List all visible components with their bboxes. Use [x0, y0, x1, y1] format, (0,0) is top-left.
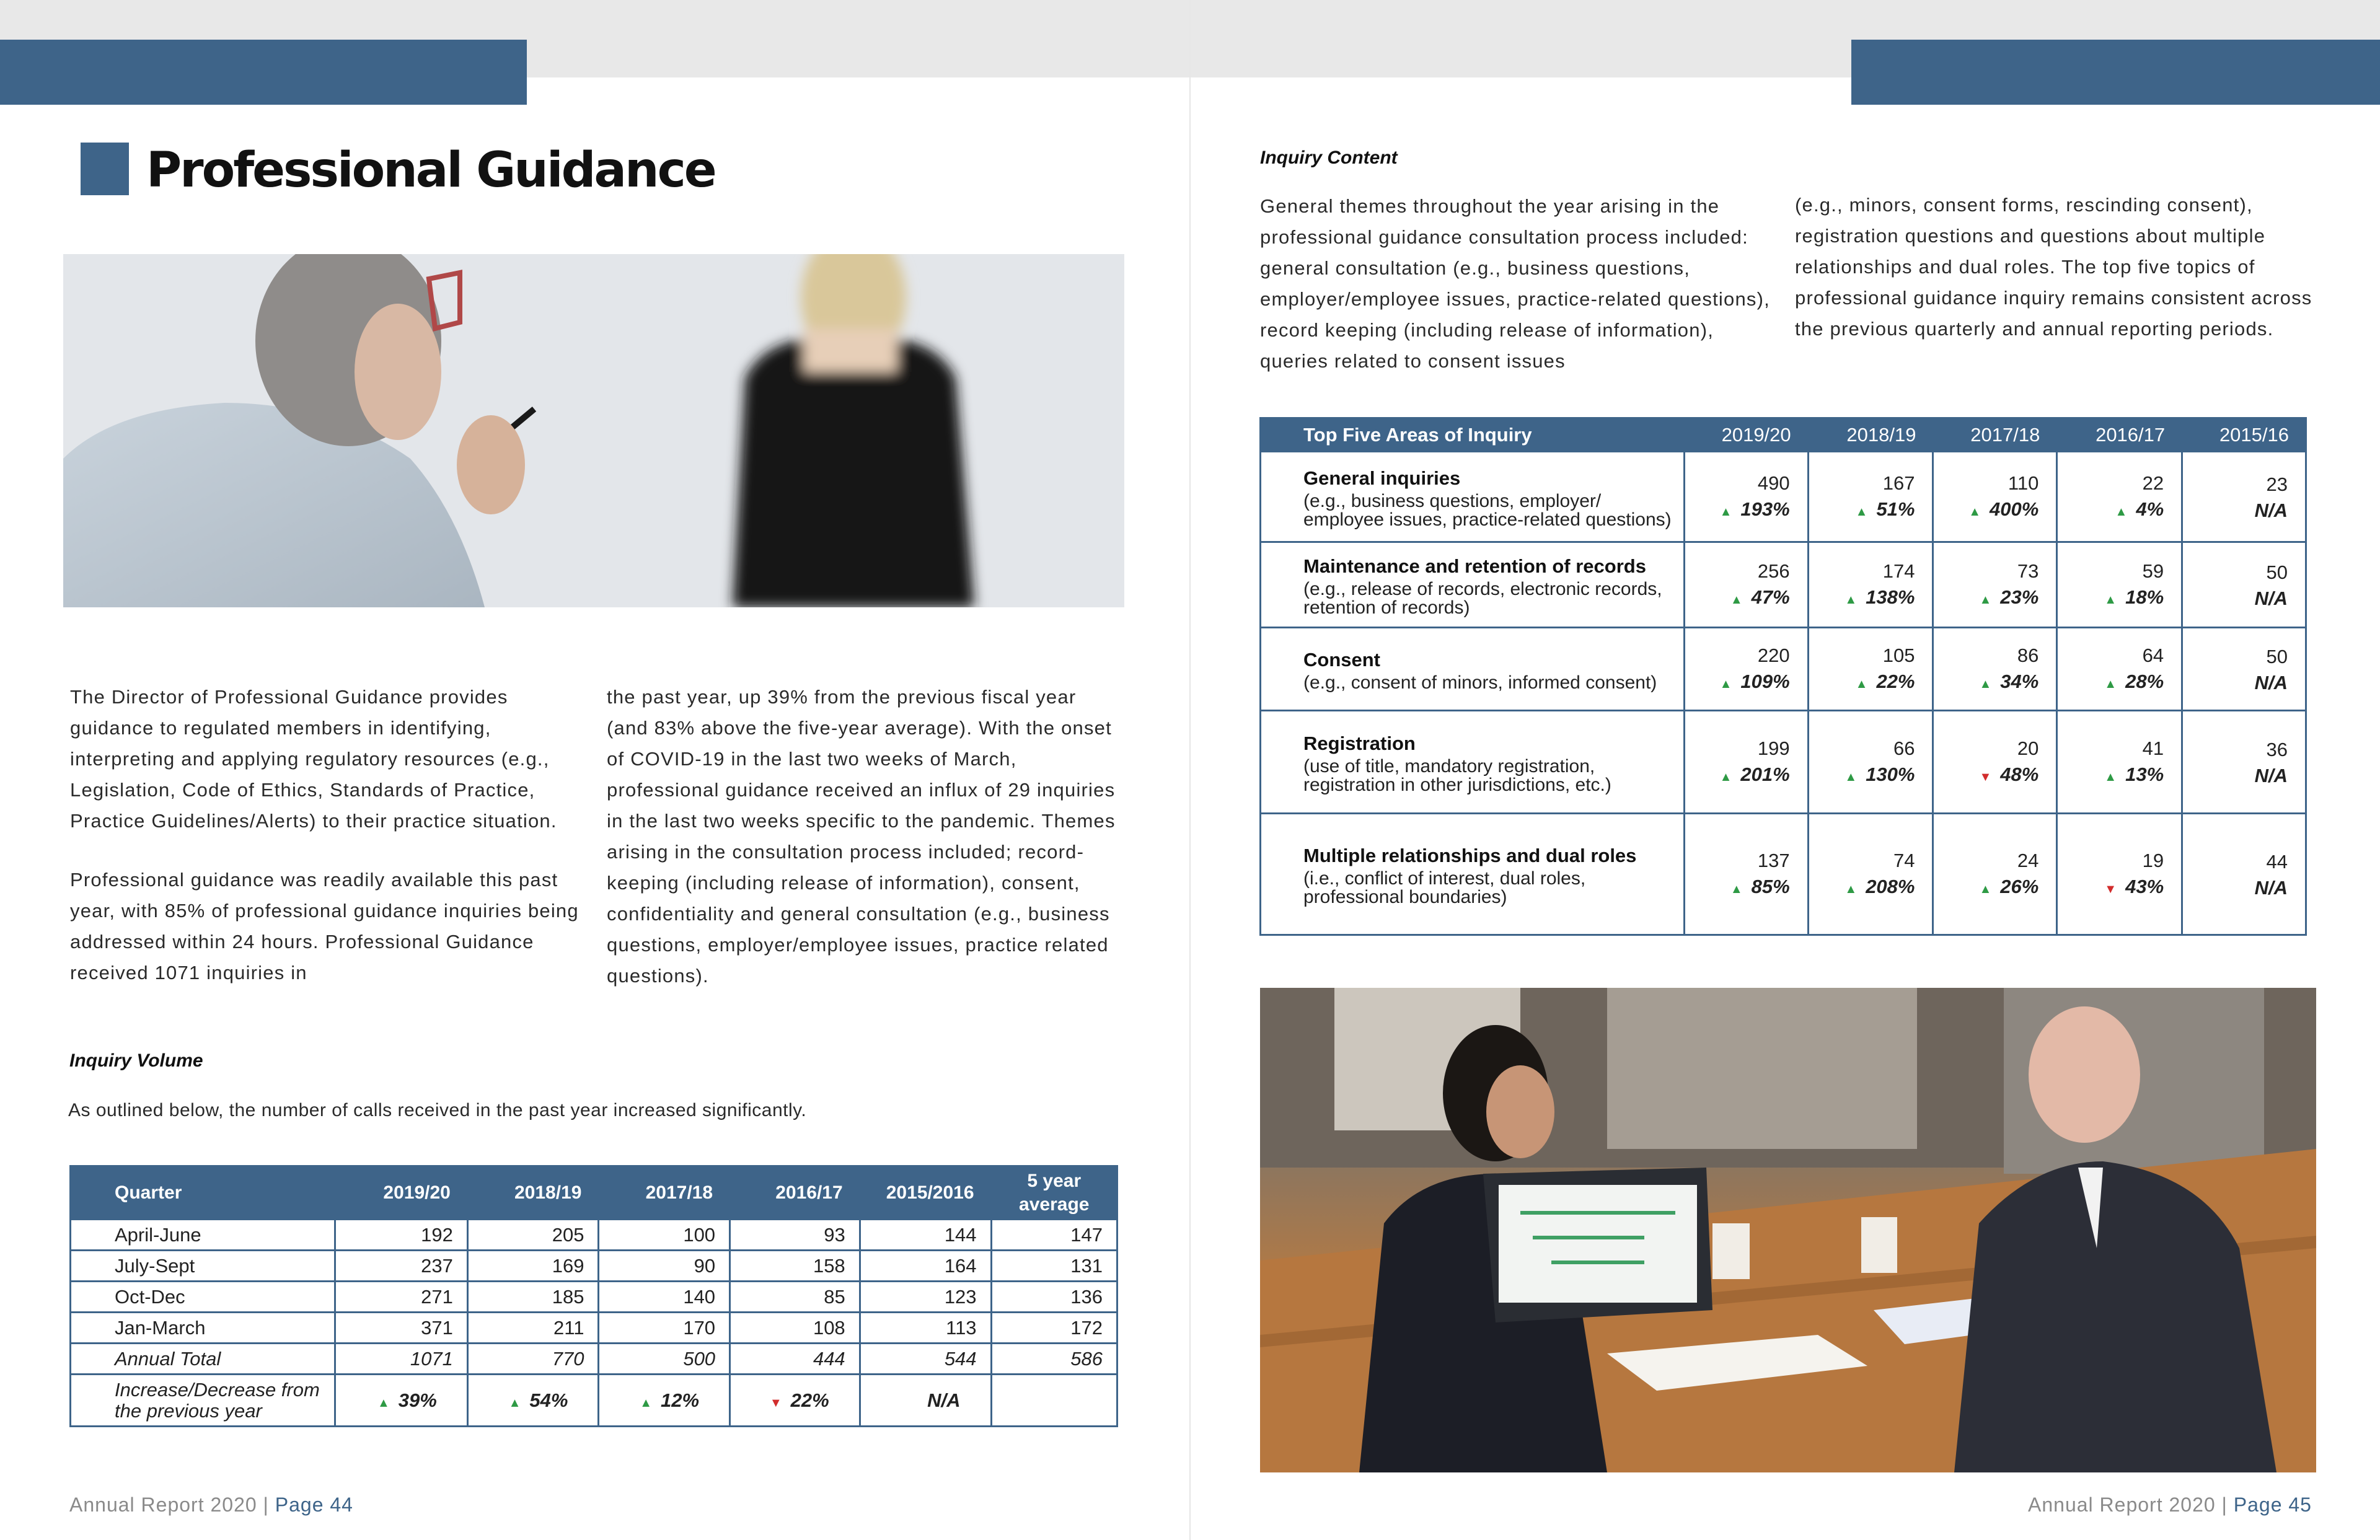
inquiry-count-cell: [1933, 814, 2057, 935]
content-paragraph-2: (e.g., minors, consent forms, rescinding consent), registration questions and questions about multiple relationships and dual roles. The top five topics of professional guidance inquiry remains consistent across the previous quarterly and annual reporting periods.: [1795, 194, 2312, 340]
table-cell: 147: [991, 1220, 1117, 1251]
table-cell: 108: [730, 1313, 860, 1344]
table-cell: 85: [730, 1282, 860, 1313]
percent-value: 51%: [1876, 498, 1915, 520]
change-value: 39%: [398, 1389, 437, 1411]
percent-value: 13%: [2125, 763, 2164, 785]
inquiry-count-cell: [1808, 711, 1933, 814]
inquiry-category-name: Maintenance and retention of records: [1303, 555, 1646, 577]
trend-arrow-icon: ▲: [1844, 770, 1858, 784]
percent-value: 22%: [1876, 670, 1915, 692]
inquiry-count-cell: [2182, 542, 2306, 628]
change-value: 12%: [661, 1389, 700, 1411]
change-cell: [335, 1375, 468, 1427]
inquiry-volume-table: [69, 1165, 1118, 1427]
meeting-photo: [1260, 988, 2316, 1472]
inquiry-category-cell: [1261, 542, 1685, 628]
inquiry-category-cell: [1261, 814, 1685, 935]
trend-arrow-icon: ▼: [2104, 882, 2117, 896]
inquiry-count: 19: [2142, 849, 2164, 871]
table-cell: 131: [991, 1251, 1117, 1282]
top-table-header: [1261, 418, 2306, 452]
percent-value: 47%: [1751, 586, 1790, 608]
percent-change: [2075, 669, 2164, 697]
table-row: [1261, 452, 2306, 542]
percent-change: [1703, 585, 1790, 612]
percent-value: 109%: [1740, 670, 1790, 692]
inquiry-count: 44: [2266, 850, 2288, 873]
percent-value: 400%: [1990, 498, 2039, 520]
volume-table-header: [71, 1166, 1117, 1220]
table-row: [1261, 814, 2306, 935]
percent-value: 201%: [1740, 763, 1790, 785]
inquiry-count: 490: [1757, 472, 1790, 494]
inquiry-count-cell: [1808, 542, 1933, 628]
table-row: [1261, 542, 2306, 628]
inquiry-count: 86: [2017, 644, 2039, 666]
column-header: 2018/19: [467, 1166, 599, 1220]
percent-value: 18%: [2125, 586, 2164, 608]
table-row: [1261, 628, 2306, 711]
inquiry-count-cell: [1933, 711, 2057, 814]
footer-left: [69, 1494, 353, 1516]
change-cell: [860, 1375, 991, 1427]
inquiry-count-cell: [2182, 452, 2306, 542]
table-cell: Jan-March: [71, 1313, 335, 1344]
annual-total-row: [71, 1344, 1117, 1375]
inquiry-count-cell: [1684, 814, 1808, 935]
percent-change: [1827, 585, 1915, 612]
inquiry-count: 23: [2266, 473, 2288, 495]
percent-change: [2075, 585, 2164, 612]
trend-arrow-icon: ▲: [1719, 504, 1732, 519]
inquiry-category-name: Consent: [1303, 648, 1380, 671]
footer-report-label: Annual Report 2020 |: [69, 1494, 275, 1516]
table-cell: 136: [991, 1282, 1117, 1313]
inquiry-count: 73: [2017, 560, 2039, 582]
inquiry-count: 50: [2266, 561, 2288, 583]
counseling-photo-illustration: [63, 254, 1124, 607]
table-cell: 444: [730, 1344, 860, 1375]
trend-arrow-icon: ▼: [1979, 770, 1992, 784]
inquiry-count: 74: [1893, 849, 1915, 871]
inquiry-count-cell: [1933, 628, 2057, 711]
trend-arrow-icon: ▲: [1730, 882, 1743, 896]
page-gutter: [1189, 0, 1191, 1540]
change-cell: [599, 1375, 730, 1427]
trend-arrow-icon: ▲: [1844, 592, 1858, 607]
inquiry-count: 20: [2017, 737, 2039, 759]
inquiry-count-cell: [2182, 814, 2306, 935]
percent-value: 34%: [2000, 670, 2039, 692]
trend-arrow-icon: ▲: [508, 1396, 521, 1410]
inquiry-count: 167: [1882, 472, 1915, 494]
table-cell: 172: [991, 1313, 1117, 1344]
table-cell: 169: [467, 1251, 599, 1282]
table-cell: 185: [467, 1282, 599, 1313]
percent-change: [2200, 876, 2288, 900]
column-header: 2015/16: [2182, 418, 2306, 452]
inquiry-category-description: (i.e., conflict of interest, dual roles, professional boundaries): [1303, 868, 1586, 907]
column-header: 2018/19: [1808, 418, 1933, 452]
change-cell: [467, 1375, 599, 1427]
percent-change: [1703, 874, 1790, 902]
trend-arrow-icon: ▲: [2104, 677, 2117, 691]
percent-value: N/A: [2254, 499, 2288, 521]
percent-value: 208%: [1866, 875, 1915, 897]
inquiry-count-cell: [2182, 628, 2306, 711]
change-row-label: Increase/Decrease from the previous year: [71, 1375, 335, 1427]
inquiry-count-cell: [1933, 452, 2057, 542]
inquiry-category-description: (e.g., release of records, electronic records, retention of records): [1303, 578, 1662, 618]
table-cell: 170: [599, 1313, 730, 1344]
inquiry-count-cell: [1684, 628, 1808, 711]
percent-change: [1703, 762, 1790, 790]
inquiry-count-cell: [1808, 628, 1933, 711]
table-cell: 90: [599, 1251, 730, 1282]
table-cell: 271: [335, 1282, 468, 1313]
inquiry-category-cell: [1261, 452, 1685, 542]
percent-value: 138%: [1866, 586, 1915, 608]
column-header: 2017/18: [1933, 418, 2057, 452]
inquiry-count-cell: [2057, 628, 2182, 711]
change-cell: [730, 1375, 860, 1427]
percent-change: [2075, 762, 2164, 790]
inquiry-count-cell: [2057, 814, 2182, 935]
trend-arrow-icon: ▲: [1844, 882, 1858, 896]
table-cell: Oct-Dec: [71, 1282, 335, 1313]
trend-arrow-icon: ▲: [1979, 677, 1992, 691]
table-cell: 586: [991, 1344, 1117, 1375]
change-cell: [991, 1375, 1117, 1427]
content-column-1: [1260, 191, 1781, 405]
table-cell: 1071: [335, 1344, 468, 1375]
inquiry-count: 66: [1893, 737, 1915, 759]
table-cell: July-Sept: [71, 1251, 335, 1282]
trend-arrow-icon: ▲: [640, 1396, 653, 1410]
intro-column-1: [70, 682, 584, 1016]
meeting-photo-illustration: [1260, 988, 2316, 1472]
intro-paragraph-1: The Director of Professional Guidance provides guidance to regulated members in identifying, interpreting and applying regulatory resources (e.g., Legislation, Code of Ethics, Standards of Practice, Practice Guidelines/Alerts) to their practice situation.: [70, 686, 557, 832]
inquiry-category-description: (e.g., business questions, employer/ employee issues, practice-related questions): [1303, 490, 1672, 530]
percent-value: 4%: [2136, 498, 2164, 520]
percent-value: 48%: [2000, 763, 2039, 785]
intro-paragraph-3: the past year, up 39% from the previous fiscal year (and 83% above the five-year average). With the onset of COVID-19 in the last two weeks of March, professional guidance received an influx of 29 inquiries in the last two weeks specific to the pandemic. Themes arising in the consultation process included; record-keeping (including release of information), consent, confidentiality and general consultation (e.g., business questions, employer/employee issues, practice related questions).: [607, 686, 1116, 987]
inquiry-count: 59: [2142, 560, 2164, 582]
inquiry-count: 174: [1882, 560, 1915, 582]
percent-change: [1827, 669, 1915, 697]
content-paragraph-1: General themes throughout the year arising in the professional guidance consultation process included: general consultation (e.g., business questions, employer/employee issues, practice-related questions), record keeping (including release of information), queries related to consent issues: [1260, 195, 1770, 372]
percent-change: [1827, 874, 1915, 902]
percent-value: 193%: [1740, 498, 1790, 520]
table-row: [1261, 711, 2306, 814]
inquiry-count: 22: [2142, 472, 2164, 494]
column-header: 2017/18: [599, 1166, 730, 1220]
inquiry-category-name: Multiple relationships and dual roles: [1303, 844, 1637, 866]
header-bar-right: [1851, 40, 2380, 105]
table-row: [71, 1313, 1117, 1344]
column-header: Quarter: [71, 1166, 335, 1220]
percent-change: [1827, 762, 1915, 790]
content-column-2: [1795, 190, 2316, 372]
change-row: [71, 1375, 1117, 1427]
table-row: [71, 1282, 1117, 1313]
column-header: 2019/20: [1684, 418, 1808, 452]
inquiry-count: 256: [1757, 560, 1790, 582]
column-header: Top Five Areas of Inquiry: [1261, 418, 1685, 452]
percent-value: N/A: [2254, 764, 2288, 786]
inquiry-count: 220: [1757, 644, 1790, 666]
inquiry-count-cell: [2057, 542, 2182, 628]
inquiry-category-cell: [1261, 711, 1685, 814]
table-cell: Annual Total: [71, 1344, 335, 1375]
table-cell: 158: [730, 1251, 860, 1282]
inquiry-count-cell: [1684, 452, 1808, 542]
column-header: 2016/17: [730, 1166, 860, 1220]
trend-arrow-icon: ▲: [1730, 592, 1743, 607]
percent-value: N/A: [2254, 876, 2288, 899]
change-value: N/A: [927, 1389, 961, 1411]
table-cell: 205: [467, 1220, 599, 1251]
table-row: [71, 1220, 1117, 1251]
inquiry-count-cell: [2182, 711, 2306, 814]
percent-value: N/A: [2254, 587, 2288, 609]
inquiry-count: 137: [1757, 849, 1790, 871]
table-cell: 113: [860, 1313, 991, 1344]
percent-change: [1951, 874, 2038, 902]
percent-value: 130%: [1866, 763, 1915, 785]
header-bar-left: [0, 40, 527, 105]
table-cell: 770: [467, 1344, 599, 1375]
table-cell: 164: [860, 1251, 991, 1282]
column-header: 5 year average: [991, 1166, 1117, 1220]
table-cell: 500: [599, 1344, 730, 1375]
percent-change: [2200, 763, 2288, 788]
table-cell: 93: [730, 1220, 860, 1251]
column-header: 2019/20: [335, 1166, 468, 1220]
percent-change: [1703, 497, 1790, 524]
inquiry-volume-intro: As outlined below, the number of calls received in the past year increased significantly.: [68, 1100, 807, 1120]
trend-arrow-icon: ▲: [1719, 770, 1732, 784]
inquiry-count-cell: [1684, 711, 1808, 814]
percent-value: 85%: [1751, 875, 1790, 897]
page-title: Professional Guidance: [146, 143, 715, 198]
inquiry-count: 64: [2142, 644, 2164, 666]
trend-arrow-icon: ▲: [1855, 677, 1868, 691]
page-number: Page 45: [2233, 1494, 2312, 1516]
inquiry-category-name: General inquiries: [1303, 467, 1461, 489]
title-accent-square: [81, 143, 129, 195]
footer-right: [2028, 1494, 2312, 1516]
percent-change: [1827, 497, 1915, 524]
inquiry-category-description: (use of title, mandatory registration, registration in other jurisdictions, etc.): [1303, 755, 1611, 795]
trend-arrow-icon: ▲: [1855, 504, 1868, 519]
percent-change: [2075, 497, 2164, 524]
percent-change: [1951, 497, 2038, 524]
trend-arrow-icon: ▲: [2115, 504, 2128, 519]
percent-value: N/A: [2254, 671, 2288, 693]
percent-change: [1703, 669, 1790, 697]
inquiry-count: 110: [2008, 472, 2039, 494]
percent-change: [2075, 874, 2164, 902]
percent-change: [2200, 498, 2288, 523]
intro-column-2: [607, 682, 1121, 1019]
table-row: [71, 1251, 1117, 1282]
intro-paragraph-2: Professional guidance was readily available this past year, with 85% of professional guidance inquiries being addressed within 24 hours. Professional Guidance received 1071 inquiries in: [70, 869, 579, 983]
page-number: Page 44: [275, 1494, 353, 1516]
column-header: 2015/2016: [860, 1166, 991, 1220]
inquiry-count: 24: [2017, 849, 2039, 871]
trend-arrow-icon: ▲: [1979, 882, 1992, 896]
table-cell: 211: [467, 1313, 599, 1344]
percent-change: [2200, 586, 2288, 611]
percent-value: 28%: [2125, 670, 2164, 692]
inquiry-count-cell: [2057, 452, 2182, 542]
percent-value: 43%: [2125, 875, 2164, 897]
footer-report-label: Annual Report 2020 |: [2028, 1494, 2234, 1516]
inquiry-content-heading: Inquiry Content: [1260, 147, 1398, 168]
inquiry-count: 199: [1757, 737, 1790, 759]
table-cell: 237: [335, 1251, 468, 1282]
inquiry-category-description: (e.g., consent of minors, informed consent): [1303, 672, 1657, 693]
top-five-areas-table: [1259, 417, 2307, 936]
inquiry-count-cell: [1808, 452, 1933, 542]
trend-arrow-icon: ▲: [2104, 770, 2117, 784]
trend-arrow-icon: ▲: [377, 1396, 390, 1410]
trend-arrow-icon: ▲: [2104, 592, 2117, 607]
inquiry-count: 105: [1882, 644, 1915, 666]
inquiry-count-cell: [1684, 542, 1808, 628]
table-cell: 140: [599, 1282, 730, 1313]
trend-arrow-icon: ▲: [1719, 677, 1732, 691]
table-cell: 100: [599, 1220, 730, 1251]
percent-change: [1951, 762, 2038, 790]
percent-value: 23%: [2000, 586, 2039, 608]
counseling-photo: [63, 254, 1124, 607]
inquiry-count: 36: [2266, 738, 2288, 760]
inquiry-count-cell: [1933, 542, 2057, 628]
inquiry-volume-heading: Inquiry Volume: [69, 1050, 203, 1071]
percent-change: [2200, 671, 2288, 695]
table-cell: 192: [335, 1220, 468, 1251]
inquiry-count-cell: [1808, 814, 1933, 935]
inquiry-count-cell: [2057, 711, 2182, 814]
change-value: 54%: [529, 1389, 568, 1411]
trend-arrow-icon: ▲: [1968, 504, 1981, 519]
percent-value: 26%: [2000, 875, 2039, 897]
table-cell: 371: [335, 1313, 468, 1344]
inquiry-category-cell: [1261, 628, 1685, 711]
inquiry-category-name: Registration: [1303, 732, 1416, 754]
table-cell: 544: [860, 1344, 991, 1375]
table-cell: 144: [860, 1220, 991, 1251]
table-cell: 123: [860, 1282, 991, 1313]
table-cell: April-June: [71, 1220, 335, 1251]
change-value: 22%: [790, 1389, 829, 1411]
inquiry-count: 41: [2142, 737, 2164, 759]
column-header: 2016/17: [2057, 418, 2182, 452]
trend-arrow-icon: ▲: [1979, 592, 1992, 607]
percent-change: [1951, 669, 2038, 697]
percent-change: [1951, 585, 2038, 612]
inquiry-count: 50: [2266, 645, 2288, 667]
trend-arrow-icon: ▼: [769, 1396, 782, 1410]
